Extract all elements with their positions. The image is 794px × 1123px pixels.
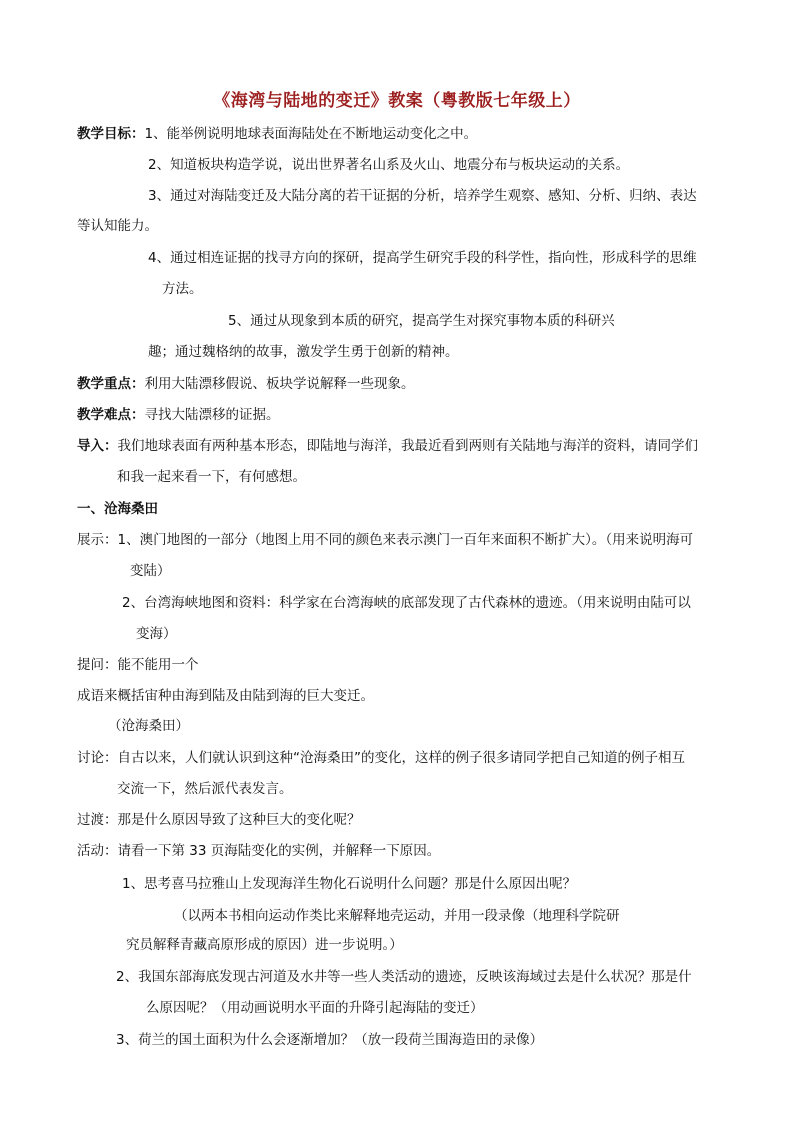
difficulty-label: 教学难点： xyxy=(77,407,145,423)
activity-2-cont: 么原因呢？（用动画说明水平面的升降引起海陆的变迁） xyxy=(146,1000,484,1016)
objective-2: 2、知道板块构造学说，说出世界著名山系及火山、地震分布与板块运动的关系。 xyxy=(148,157,630,173)
activity-item-1: 1、思考喜马拉雅山上发现海洋生物化石说明什么问题？那是什么原因出呢？ xyxy=(122,876,577,892)
intro-label: 导入： xyxy=(77,438,118,454)
intro-cont: 和我一起来看一下，有何感想。 xyxy=(117,469,306,485)
objective-5: 5、通过从现象到本质的研究，提高学生对探究事物本质的科研兴 xyxy=(228,313,615,329)
key-point-text: 利用大陆漂移假说、板块学说解释一些现象。 xyxy=(144,376,415,392)
intro-text: 我们地球表面有两种基本形态，即陆地与海洋，我最近看到两则有关陆地与海洋的资料，请同学们 xyxy=(117,438,698,454)
show-1-text: 1、澳门地图的一部分（地图上用不同的颜色来表示澳门一百年来面积不断扩大）。（用来说明海可 xyxy=(117,532,694,548)
difficulty-text: 寻找大陆漂移的证据。 xyxy=(144,407,280,423)
transition: 过渡：那是什么原因导致了这种巨大的变化呢？ xyxy=(77,812,361,828)
objective-4-cont: 方法。 xyxy=(162,281,203,297)
question: 提问：能不能用一个 xyxy=(77,657,199,673)
objective-3-cont: 等认知能力。 xyxy=(77,218,158,234)
difficulty xyxy=(77,405,280,425)
question-cont: 成语来概括宙种由海到陆及由陆到海的巨大变迁。 xyxy=(77,688,374,704)
key-point xyxy=(77,374,415,394)
objectives-line-1 xyxy=(77,124,477,144)
objective-1: 1、能举例说明地球表面海陆处在不断地运动变化之中。 xyxy=(144,126,478,142)
section-heading: 一、沧海桑田 xyxy=(77,501,158,517)
discussion: 讨论：自古以来，人们就认识到这种“沧海桑田”的变化，这样的例子很多请同学把自己知道的例子相互 xyxy=(77,750,685,766)
activity-1-note-cont: 究员解释青藏高原形成的原因）进一步说明。） xyxy=(126,937,403,953)
activity: 活动：请看一下第 33 页海陆变化的实例，并解释一下原因。 xyxy=(77,843,441,859)
activity-1-note: （以两本书相向运动作类比来解释地壳运动，并用一段录像（地理科学院研 xyxy=(174,908,620,924)
show-1-cont: 变陆） xyxy=(130,563,171,579)
discussion-cont: 交流一下，然后派代表发言。 xyxy=(117,781,293,797)
show-item-1 xyxy=(77,530,693,550)
show-2-cont: 变海） xyxy=(136,626,177,642)
objective-5-cont: 趣；通过魏格纳的故事，激发学生勇于创新的精神。 xyxy=(148,344,459,360)
page-title: 《海湾与陆地的变迁》教案（粤教版七年级上） xyxy=(213,91,581,111)
objectives-label: 教学目标： xyxy=(77,126,145,142)
activity-item-2: 2、我国东部海底发现古河道及水井等一些人类活动的遗迹，反映该海域过去是什么状况？那是什 xyxy=(116,969,692,985)
key-point-label: 教学重点： xyxy=(77,376,145,392)
intro xyxy=(77,436,698,456)
objective-4: 4、通过相连证据的找寻方向的探研，提高学生研究手段的科学性，指向性，形成科学的思维 xyxy=(148,250,697,266)
show-label: 展示： xyxy=(77,532,118,548)
activity-item-3: 3、荷兰的国土面积为什么会逐渐增加？（放一段荷兰围海造田的录像） xyxy=(116,1032,544,1048)
question-answer: （沧海桑田） xyxy=(108,718,189,734)
objective-3: 3、通过对海陆变迁及大陆分离的若干证据的分析，培养学生观察、感知、分析、归纳、表达 xyxy=(148,188,697,204)
show-item-2: 2、台湾海峡地图和资料：科学家在台湾海峡的底部发现了古代森林的遗迹。（用来说明由陆可以 xyxy=(122,595,691,611)
